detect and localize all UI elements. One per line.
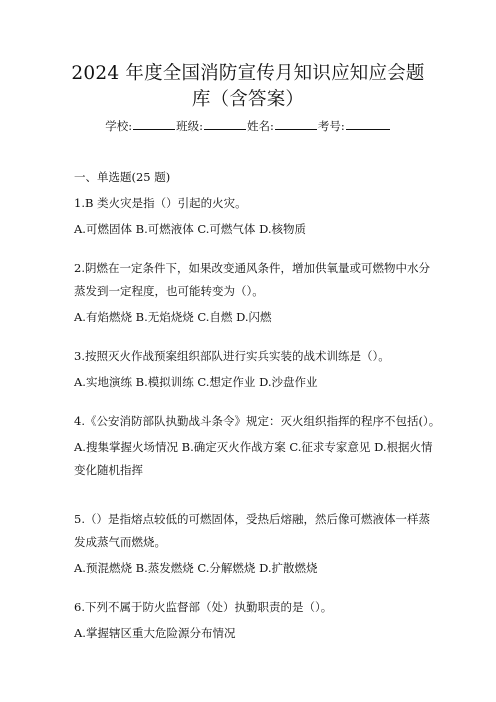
question-1-options: A.可燃固体 B.可燃液体 C.可燃气体 D.核物质 [74, 222, 307, 236]
school-blank [133, 118, 175, 130]
question-4-options-line-2: 变化随机指挥 [74, 463, 143, 477]
class-label: 班级: [176, 119, 203, 133]
exam-number-label: 考号: [317, 119, 345, 133]
question-4-options-line-1: A.搜集掌握火场情况 B.确定灭火作战方案 C.征求专家意见 D.根据火情 [74, 440, 433, 454]
question-5-options: A.预混燃烧 B.蒸发燃烧 C.分解燃烧 D.扩散燃烧 [74, 561, 318, 575]
name-label: 姓名: [247, 119, 274, 133]
student-info-row [40, 117, 456, 135]
question-5-text-line-2: 发成蒸气而燃烧。 [74, 535, 166, 549]
question-3-text: 3.按照灭火作战预案组织部队进行实兵实装的战术训练是（）。 [74, 349, 390, 363]
school-label: 学校: [105, 119, 133, 133]
question-5-text-line-1: 5.（）是指熔点较低的可燃固体，受热后熔融，然后像可燃液体一样蒸 [74, 512, 430, 526]
question-2-text-line-1: 2.阴燃在一定条件下，如果改变通风条件，增加供氧量或可燃物中水分 [74, 261, 430, 275]
question-4-text: 4.《公安消防部队执勤战斗条令》规定：灭火组织指挥的程序不包括(）。 [74, 414, 441, 428]
exam-number-blank [346, 118, 390, 130]
question-6-options: A.掌握辖区重大危险源分布情况 [74, 626, 236, 640]
class-blank [204, 118, 246, 130]
document-title-line-2: 库（含答案） [191, 89, 305, 110]
question-1-text: 1.B 类火灾是指（）引起的火灾。 [74, 196, 247, 210]
question-2-options: A.有焰燃烧 B.无焰烧烧 C.自燃 D.闪燃 [74, 310, 272, 324]
name-blank [275, 118, 317, 130]
section-heading: 一、单选题(25 题) [74, 170, 171, 184]
question-6-text: 6.下列不属于防火监督部（处）执勤职责的是（）。 [74, 600, 333, 614]
question-3-options: A.实地演练 B.模拟训练 C.想定作业 D.沙盘作业 [74, 375, 318, 389]
question-2-text-line-2: 蒸发到一定程度，也可能转变为（）。 [74, 284, 264, 298]
document-title-line-1: 2024 年度全国消防宣传月知识应知应会题 [71, 63, 425, 84]
